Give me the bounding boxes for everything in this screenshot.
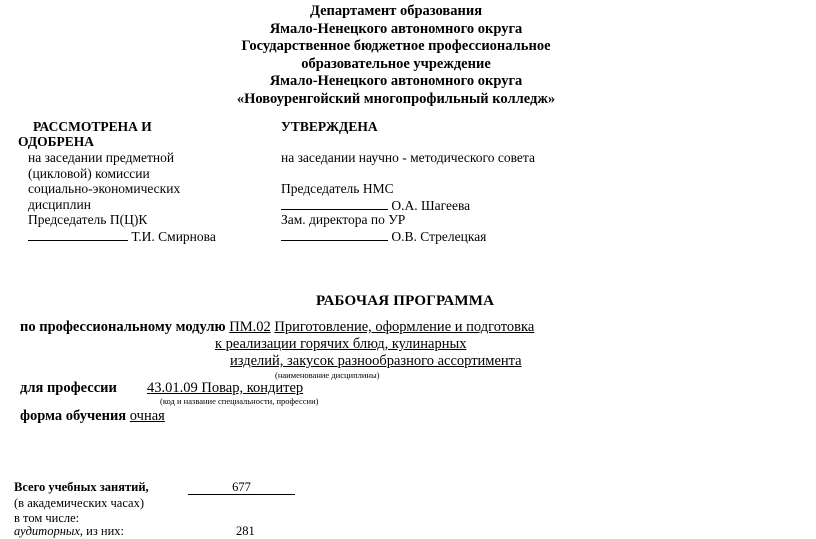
module-name-line-1: Приготовление, оформление и подготовка — [274, 319, 535, 335]
left-line-5: Председатель П(Ц)К — [28, 212, 148, 227]
right-heading: УТВЕРЖДЕНА — [281, 119, 378, 134]
institution-header — [0, 3, 792, 108]
profession-label: для профессии — [20, 380, 117, 396]
header-line-4: образовательное учреждение — [301, 55, 491, 72]
total-hours-value: 677 — [232, 480, 251, 494]
header-line-6: «Новоуренгойский многопрофильный колледж» — [236, 90, 556, 107]
left-line-3: социально-экономических — [28, 181, 181, 196]
right-signature-name-1: О.А. Шагеева — [391, 198, 471, 213]
left-line-1: на заседании предметной — [28, 150, 175, 165]
total-hours-field — [188, 480, 295, 495]
left-line-4: дисциплин — [28, 197, 91, 212]
auditory-hours-value: 281 — [236, 524, 255, 538]
module-caption: (наименование дисциплины) — [275, 370, 380, 380]
left-signature-name: Т.И. Смирнова — [131, 229, 216, 244]
left-heading-2: ОДОБРЕНА — [18, 134, 95, 149]
form-row — [20, 408, 165, 425]
form-label: форма обучения — [20, 408, 127, 424]
module-name-line-3: изделий, закусок разнообразного ассортимента — [230, 353, 522, 369]
module-name-line-2: к реализации горячих блюд, кулинарных — [215, 336, 467, 352]
profession-value: 43.01.09 Повар, кондитер — [147, 380, 304, 396]
auditory-label-rest: , из них: — [79, 524, 125, 538]
left-signature-row — [28, 228, 216, 245]
right-signature-name-2: О.В. Стрелецкая — [391, 229, 487, 244]
right-line-1: на заседании научно - методического совета — [281, 150, 535, 165]
signature-line — [281, 228, 388, 241]
right-line-2: Председатель НМС — [281, 181, 394, 196]
form-value: очная — [129, 408, 165, 424]
module-row — [20, 319, 534, 336]
right-line-3: Зам. директора по УР — [281, 212, 406, 227]
auditory-label: аудиторных — [14, 524, 80, 538]
header-line-5: Ямало-Ненецкого автономного округа — [269, 73, 523, 89]
left-line-2: (цикловой) комиссии — [28, 166, 150, 181]
profession-caption: (код и название специальности, профессии) — [160, 396, 319, 406]
signature-line — [28, 228, 128, 241]
header-line-2: Ямало-Ненецкого автономного округа — [269, 20, 523, 37]
program-title: РАБОЧАЯ ПРОГРАММА — [316, 293, 495, 309]
including-label: в том числе: — [14, 511, 80, 525]
module-label: по профессиональному модулю — [20, 319, 226, 335]
academic-hours-note: (в академических часах) — [14, 496, 145, 510]
total-hours-label: Всего учебных занятий, — [14, 480, 149, 494]
header-line-3: Государственное бюджетное профессиональное — [241, 38, 551, 54]
module-code: ПМ.02 — [229, 319, 271, 335]
right-signature-row-2 — [281, 228, 486, 245]
left-heading-1: РАССМОТРЕНА И — [33, 119, 152, 134]
signature-line — [281, 197, 388, 210]
header-line-1: Департамент образования — [309, 3, 483, 19]
